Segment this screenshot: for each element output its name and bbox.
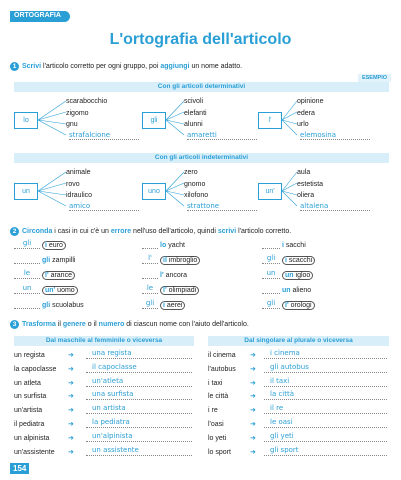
source-noun: un alpinista xyxy=(14,434,50,442)
item-article: gli xyxy=(42,257,51,264)
source-noun: il pediatra xyxy=(14,421,45,428)
source-noun: la capoclasse xyxy=(14,365,57,373)
correction-slot: gli xyxy=(14,239,40,249)
source-noun: lo sport xyxy=(208,448,231,456)
error-circle xyxy=(42,286,78,295)
group-word: scarabocchio xyxy=(66,98,108,105)
group-word: xilofono xyxy=(184,192,209,199)
group-word: edera xyxy=(297,109,315,117)
correction-slot xyxy=(262,239,280,249)
arrow-right-icon: ➜ xyxy=(68,434,74,442)
arrow-right-icon: ➜ xyxy=(250,421,256,428)
item-noun: uomo xyxy=(57,287,75,294)
correction-slot xyxy=(14,254,40,264)
arrow-right-icon: ➜ xyxy=(68,352,74,359)
source-noun: un'artista xyxy=(14,407,43,415)
group-word: zigomo xyxy=(66,109,89,117)
answer-slot: la città xyxy=(264,390,387,400)
arrow-right-icon: ➜ xyxy=(68,393,74,401)
article-noun xyxy=(160,302,185,309)
arrow-right-icon: ➜ xyxy=(250,434,256,442)
error-circle xyxy=(282,301,315,310)
error-circle xyxy=(160,256,200,265)
esempio-badge: ESEMPIO xyxy=(358,74,391,82)
answer-slot: il taxi xyxy=(264,377,387,387)
item-article: i xyxy=(45,242,47,249)
band-determinativi: Con gli articoli determinativi xyxy=(14,82,389,92)
item-article: i xyxy=(163,302,165,309)
correction-slot: le xyxy=(142,284,158,294)
item-article: un xyxy=(282,287,291,294)
item-noun: imbroglio xyxy=(168,257,198,264)
article-noun xyxy=(282,242,306,249)
group-word: scivoli xyxy=(184,98,204,105)
error-circle xyxy=(282,256,315,265)
article-box: l' xyxy=(258,112,282,129)
answer-slot: i cinema xyxy=(264,349,387,359)
band-numero: Dal singolare al plurale o viceversa xyxy=(208,336,389,346)
article-noun xyxy=(42,272,75,279)
item-article: il xyxy=(163,257,167,264)
arrow-right-icon: ➜ xyxy=(68,407,74,415)
item-article: l' xyxy=(285,302,289,309)
ex1-instruction: 1 Scrivi l'articolo corretto per ogni gruppo, poi aggiungi un nome adatto. xyxy=(10,62,242,71)
page-number: 154 xyxy=(10,463,29,474)
item-article: l' xyxy=(163,287,167,294)
band-genere: Dal maschile al femminile o viceversa xyxy=(14,336,194,346)
correction-slot xyxy=(262,284,280,294)
group-word: zero xyxy=(184,169,198,176)
correction-slot: le xyxy=(14,269,40,279)
group-word: urlo xyxy=(297,121,309,128)
group-word: elefanti xyxy=(184,109,207,117)
article-noun xyxy=(282,272,313,279)
group-word: oliera xyxy=(297,192,315,199)
arrow-right-icon: ➜ xyxy=(250,448,256,456)
source-noun: l'autobus xyxy=(208,365,236,373)
article-noun xyxy=(42,242,66,249)
added-noun: altalena xyxy=(300,202,370,211)
arrow-right-icon: ➜ xyxy=(68,365,74,373)
item-noun: aerei xyxy=(166,302,183,309)
correction-slot: gli xyxy=(142,299,158,309)
group-word: alunni xyxy=(184,121,203,128)
article-noun xyxy=(282,257,315,264)
item-noun: olimpiadi xyxy=(168,287,197,294)
item-article: i xyxy=(282,242,284,249)
answer-slot: un'alpinista xyxy=(86,432,192,442)
article-noun xyxy=(160,272,187,279)
correction-slot: gli xyxy=(262,299,280,309)
source-noun: un regista xyxy=(14,352,45,359)
ex3-number: 3 xyxy=(10,320,19,329)
correction-slot xyxy=(14,299,40,309)
source-noun: l'oasi xyxy=(208,421,224,428)
item-noun: scacchi xyxy=(288,257,313,264)
item-article: un xyxy=(285,272,294,279)
error-circle xyxy=(160,286,199,295)
article-noun xyxy=(282,302,315,309)
ex3-instruction: 3 Trasforma il genere o il numero di ciascun nome con l'aiuto dell'articolo. xyxy=(10,320,249,329)
item-article: lo xyxy=(160,242,167,249)
answer-slot: gli sport xyxy=(264,446,387,456)
answer-slot: un'atleta xyxy=(86,377,192,387)
added-noun: elemosina xyxy=(300,131,370,140)
arrow-right-icon: ➜ xyxy=(250,379,256,387)
group-word: gnomo xyxy=(184,180,206,188)
article-noun xyxy=(42,287,78,294)
item-noun: igloo xyxy=(295,272,311,279)
error-circle xyxy=(160,301,185,310)
source-noun: i taxi xyxy=(208,379,223,387)
answer-slot: il capoclasse xyxy=(86,363,192,373)
article-box: uno xyxy=(142,183,166,200)
arrow-right-icon: ➜ xyxy=(250,393,256,401)
source-noun: un'assistente xyxy=(14,448,55,456)
group-word: opinione xyxy=(297,98,324,105)
error-circle xyxy=(42,241,66,250)
group-word: aula xyxy=(297,169,311,176)
article-box: gli xyxy=(142,112,166,129)
item-noun: euro xyxy=(48,242,63,249)
article-noun xyxy=(160,257,200,264)
correction-slot: un xyxy=(14,284,40,294)
source-noun: un atleta xyxy=(14,379,41,387)
item-noun: scuolabus xyxy=(52,302,84,309)
added-noun: strafalcione xyxy=(69,131,139,140)
ex2-instruction: 2 Circonda i casi in cui c'è un errore nell'uso dell'articolo, quindi scrivi l'articolo corretto. xyxy=(10,227,291,236)
article-noun xyxy=(282,287,311,294)
section-tag: ORTOGRAFIA xyxy=(10,11,70,22)
arrow-right-icon: ➜ xyxy=(68,379,74,387)
error-circle xyxy=(282,271,313,280)
arrow-right-icon: ➜ xyxy=(68,421,74,428)
correction-slot xyxy=(142,269,158,279)
item-article: un' xyxy=(45,287,56,294)
item-noun: yacht xyxy=(168,242,185,249)
article-noun xyxy=(160,242,185,249)
source-noun: un surfista xyxy=(14,393,47,401)
source-noun: lo yeti xyxy=(208,434,227,442)
answer-slot: il re xyxy=(264,404,387,414)
article-noun xyxy=(160,287,199,294)
band-indeterminativi: Con gli articoli indeterminativi xyxy=(14,153,389,163)
group-word: rovo xyxy=(66,180,80,188)
arrow-right-icon: ➜ xyxy=(250,352,256,359)
correction-slot: gli xyxy=(262,254,280,264)
answer-slot: gli autobus xyxy=(264,363,387,373)
item-noun: zampilli xyxy=(52,257,76,264)
group-word: estetista xyxy=(297,180,324,188)
answer-slot: un artista xyxy=(86,404,192,414)
arrow-right-icon: ➜ xyxy=(250,365,256,373)
item-noun: orologi xyxy=(290,302,312,309)
item-article: l' xyxy=(45,272,49,279)
correction-slot: un xyxy=(262,269,280,279)
ex1-number: 1 xyxy=(10,62,19,71)
correction-slot xyxy=(142,239,158,249)
error-circle xyxy=(42,271,75,280)
answer-slot: una surfista xyxy=(86,390,192,400)
added-noun: amaretti xyxy=(187,131,257,140)
arrow-right-icon: ➜ xyxy=(68,448,74,456)
item-article: l' xyxy=(160,272,164,279)
source-noun: i re xyxy=(208,407,218,415)
article-box: un' xyxy=(258,183,282,200)
page-title: L'ortografia dell'articolo xyxy=(109,31,292,48)
answer-slot: una regista xyxy=(86,349,192,359)
source-noun: le città xyxy=(208,393,229,401)
article-box: lo xyxy=(14,112,38,129)
item-article: gli xyxy=(42,302,51,309)
item-noun: ancora xyxy=(165,272,187,279)
answer-slot: le oasi xyxy=(264,418,387,428)
group-word: idraulico xyxy=(66,192,93,199)
answer-slot: la pediatra xyxy=(86,418,192,428)
answer-slot: un assistente xyxy=(86,446,192,456)
group-word: animale xyxy=(66,169,91,176)
group-word: gnu xyxy=(66,121,78,128)
article-box: un xyxy=(14,183,38,200)
item-noun: alieno xyxy=(292,287,312,294)
item-article: i xyxy=(285,257,287,264)
item-noun: arance xyxy=(50,272,72,279)
answer-slot: gli yeti xyxy=(264,432,387,442)
arrow-right-icon: ➜ xyxy=(250,407,256,415)
article-noun xyxy=(42,302,84,309)
added-noun: amico xyxy=(69,202,139,211)
added-noun: strattone xyxy=(187,202,257,211)
item-noun: sacchi xyxy=(285,242,306,249)
ex2-number: 2 xyxy=(10,227,19,236)
source-noun: il cinema xyxy=(208,352,236,359)
article-noun xyxy=(42,257,75,264)
correction-slot: l' xyxy=(142,254,158,264)
